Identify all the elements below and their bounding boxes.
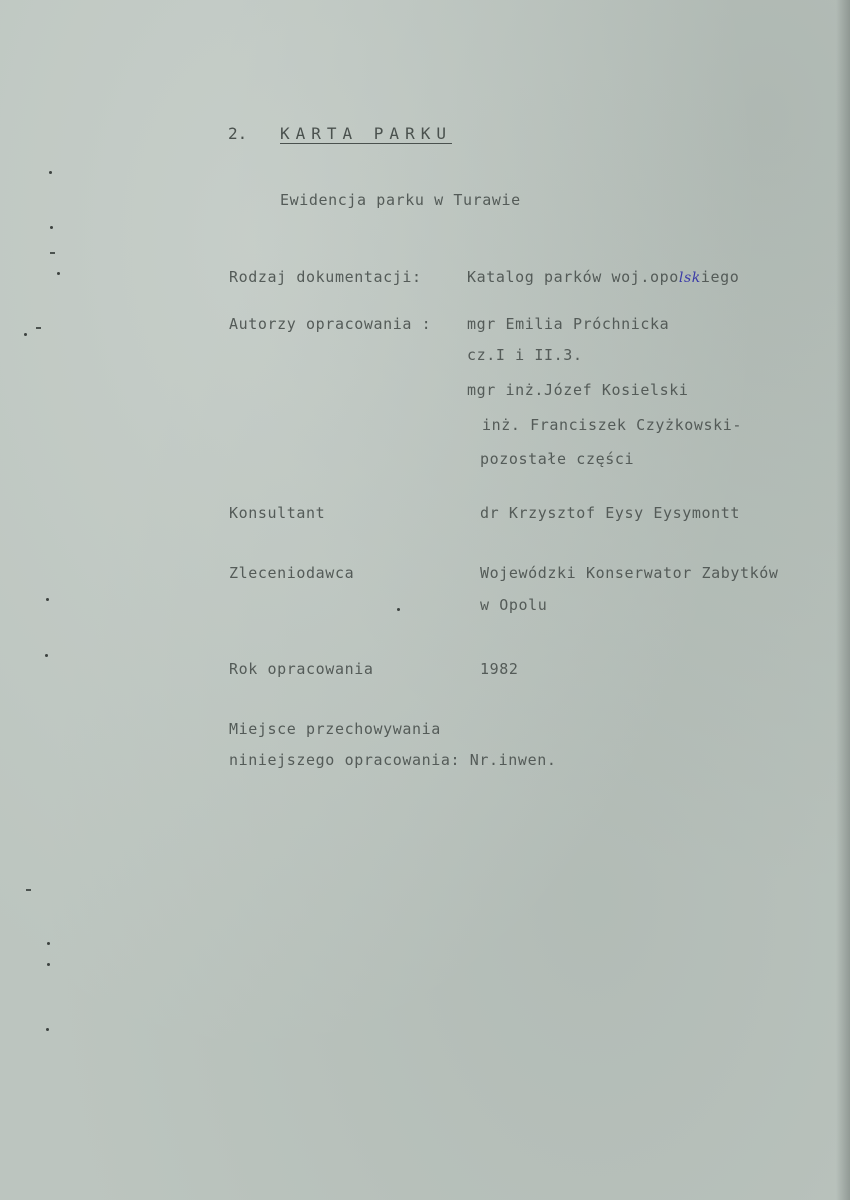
author-line-3: mgr inż.Józef Kosielski <box>467 381 689 399</box>
year-label: Rok opracowania <box>229 660 374 678</box>
documentation-type-value-prefix: Katalog parków woj.opo <box>467 268 679 286</box>
speck <box>397 608 400 611</box>
year-value: 1982 <box>480 660 519 678</box>
storage-label-line-1: Miejsce przechowywania <box>229 720 441 738</box>
speck <box>49 171 52 174</box>
handwritten-correction: lsk <box>678 270 701 286</box>
author-line-2: cz.I i II.3. <box>467 346 583 364</box>
commissioner-line-2: w Opolu <box>480 596 548 614</box>
commissioner-line-1: Wojewódzki Konserwator Zabytków <box>480 564 779 582</box>
speck <box>50 226 53 229</box>
storage-label-text: niniejszego opracowania: <box>229 751 461 769</box>
speck <box>45 654 48 657</box>
storage-label-line-2 <box>229 751 556 769</box>
speck <box>47 942 50 945</box>
documentation-type-label: Rodzaj dokumentacji: <box>229 268 422 286</box>
speck <box>46 1028 49 1031</box>
author-line-1: mgr Emilia Próchnicka <box>467 315 670 333</box>
speck <box>46 598 49 601</box>
speck <box>50 252 55 254</box>
commissioner-label: Zleceniodawca <box>229 564 355 582</box>
author-line-4: inż. Franciszek Czyżkowski- <box>482 416 743 434</box>
documentation-type-value-suffix: iego <box>700 268 740 286</box>
page-edge-shadow <box>836 0 850 1200</box>
speck <box>24 333 27 336</box>
section-number: 2. <box>228 124 248 143</box>
section-title: KARTA PARKU <box>280 124 452 143</box>
consultant-value: dr Krzysztof Eysy Eysymontt <box>480 504 741 522</box>
speck <box>47 963 50 966</box>
documentation-type-value <box>467 268 739 287</box>
speck <box>36 327 41 329</box>
speck <box>26 889 31 891</box>
authors-label: Autorzy opracowania : <box>229 315 432 333</box>
consultant-label: Konsultant <box>229 504 326 522</box>
storage-value: Nr.inwen. <box>469 751 557 769</box>
author-line-5: pozostałe części <box>480 450 635 468</box>
document-subtitle: Ewidencja parku w Turawie <box>280 191 521 209</box>
speck <box>57 272 60 275</box>
